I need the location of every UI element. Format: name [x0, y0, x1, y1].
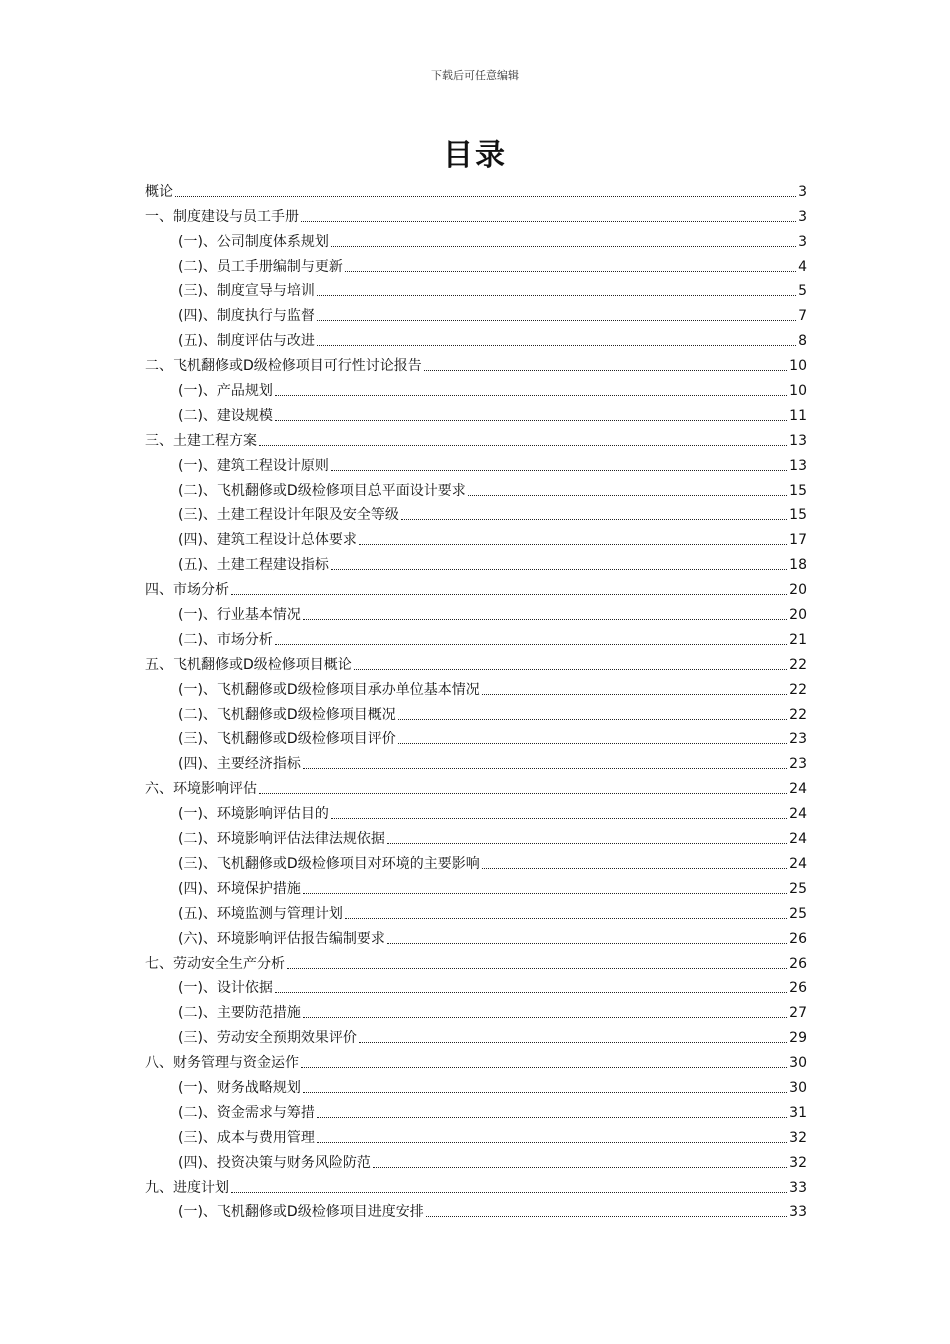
toc-subentry[interactable] — [145, 400, 807, 425]
dot-leader — [303, 768, 787, 769]
toc-entry-label: (一)、产品规划 — [178, 383, 273, 400]
dot-leader — [424, 370, 787, 371]
toc-entry-label: (二)、飞机翻修或D级检修项目总平面设计要求 — [178, 482, 466, 499]
toc-entry-label: 七、劳动安全生产分析 — [145, 955, 285, 972]
toc-page-number: 24 — [789, 781, 807, 798]
toc-entry[interactable] — [145, 201, 807, 226]
toc-subentry[interactable] — [145, 549, 807, 574]
page-title: 目录 — [443, 138, 507, 173]
toc-page-number: 13 — [789, 432, 807, 449]
toc-page-number: 18 — [789, 557, 807, 574]
toc-entry-label: (一)、公司制度体系规划 — [178, 233, 329, 250]
toc-entry[interactable] — [145, 1172, 807, 1197]
toc-entry[interactable] — [145, 425, 807, 450]
toc-entry-label: (二)、主要防范措施 — [178, 1005, 301, 1022]
toc-subentry[interactable] — [145, 1147, 807, 1172]
toc-page-number: 4 — [798, 258, 807, 275]
toc-page-number: 32 — [789, 1129, 807, 1146]
toc-page-number: 11 — [789, 407, 807, 424]
toc-page-number: 30 — [789, 1079, 807, 1096]
toc-entry-label: (三)、土建工程设计年限及安全等级 — [178, 507, 399, 524]
toc-entry-label: (一)、行业基本情况 — [178, 607, 301, 624]
dot-leader — [398, 719, 787, 720]
toc-subentry[interactable] — [145, 699, 807, 724]
toc-entry-label: (四)、环境保护措施 — [178, 880, 301, 897]
toc-entry-label: 四、市场分析 — [145, 582, 229, 599]
dot-leader — [303, 619, 787, 620]
toc-subentry[interactable] — [145, 898, 807, 923]
toc-entry-label: (二)、飞机翻修或D级检修项目概况 — [178, 706, 396, 723]
dot-leader — [359, 1042, 787, 1043]
toc-page-number: 10 — [789, 358, 807, 375]
dot-leader — [275, 395, 787, 396]
toc-subentry[interactable] — [145, 997, 807, 1022]
toc-subentry[interactable] — [145, 724, 807, 749]
toc-entry-label: (二)、员工手册编制与更新 — [178, 258, 343, 275]
dot-leader — [468, 495, 787, 496]
toc-subentry[interactable] — [145, 624, 807, 649]
dot-leader — [303, 893, 787, 894]
table-of-contents — [145, 176, 807, 1221]
dot-leader — [259, 793, 787, 794]
toc-subentry[interactable] — [145, 375, 807, 400]
toc-entry-label: (一)、飞机翻修或D级检修项目承办单位基本情况 — [178, 681, 480, 698]
dot-leader — [482, 868, 787, 869]
toc-subentry[interactable] — [145, 873, 807, 898]
toc-subentry[interactable] — [145, 475, 807, 500]
dot-leader — [354, 669, 787, 670]
toc-subentry[interactable] — [145, 674, 807, 699]
toc-subentry[interactable] — [145, 798, 807, 823]
toc-page-number: 31 — [789, 1104, 807, 1121]
toc-page-number: 8 — [798, 333, 807, 350]
dot-leader — [331, 569, 787, 570]
toc-entry-label: 五、飞机翻修或D级检修项目概论 — [145, 656, 352, 673]
dot-leader — [373, 1167, 787, 1168]
toc-subentry[interactable] — [145, 450, 807, 475]
toc-entry-label: (二)、资金需求与筹措 — [178, 1104, 315, 1121]
toc-page-number: 26 — [789, 955, 807, 972]
toc-entry-label: (二)、建设规模 — [178, 407, 273, 424]
toc-page-number: 17 — [789, 532, 807, 549]
page-header: 下载后可任意编辑 — [431, 69, 519, 82]
toc-entry[interactable] — [145, 948, 807, 973]
toc-subentry[interactable] — [145, 500, 807, 525]
dot-leader — [175, 196, 796, 197]
toc-page-number: 21 — [789, 631, 807, 648]
toc-entry-label: (三)、飞机翻修或D级检修项目评价 — [178, 731, 396, 748]
toc-subentry[interactable] — [145, 848, 807, 873]
dot-leader — [387, 843, 787, 844]
toc-page-number: 15 — [789, 482, 807, 499]
toc-entry[interactable] — [145, 350, 807, 375]
toc-subentry[interactable] — [145, 276, 807, 301]
toc-entry-label: (三)、劳动安全预期效果评价 — [178, 1030, 357, 1047]
toc-page-number: 15 — [789, 507, 807, 524]
toc-page-number: 3 — [798, 183, 807, 200]
dot-leader — [287, 968, 787, 969]
toc-page-number: 13 — [789, 457, 807, 474]
dot-leader — [317, 1117, 787, 1118]
toc-subentry[interactable] — [145, 1072, 807, 1097]
toc-entry-label: (四)、主要经济指标 — [178, 756, 301, 773]
dot-leader — [331, 818, 787, 819]
toc-subentry[interactable] — [145, 1097, 807, 1122]
toc-entry-label: 九、进度计划 — [145, 1179, 229, 1196]
dot-leader — [231, 1192, 787, 1193]
toc-subentry[interactable] — [145, 748, 807, 773]
toc-subentry[interactable] — [145, 973, 807, 998]
toc-subentry[interactable] — [145, 300, 807, 325]
toc-entry-label: (三)、飞机翻修或D级检修项目对环境的主要影响 — [178, 855, 480, 872]
toc-page-number: 22 — [789, 681, 807, 698]
dot-leader — [387, 943, 787, 944]
toc-entry-label: (一)、建筑工程设计原则 — [178, 457, 329, 474]
toc-page-number: 33 — [789, 1204, 807, 1221]
toc-page-number: 25 — [789, 905, 807, 922]
toc-entry[interactable] — [145, 1047, 807, 1072]
dot-leader — [345, 271, 796, 272]
toc-entry-label: (二)、市场分析 — [178, 631, 273, 648]
toc-subentry[interactable] — [145, 823, 807, 848]
toc-subentry[interactable] — [145, 1122, 807, 1147]
dot-leader — [259, 445, 787, 446]
toc-entry-label: (五)、环境监测与管理计划 — [178, 905, 343, 922]
toc-subentry[interactable] — [145, 599, 807, 624]
dot-leader — [275, 644, 787, 645]
toc-subentry[interactable] — [145, 226, 807, 251]
toc-entry-label: (一)、设计依据 — [178, 980, 273, 997]
toc-entry-label: (四)、建筑工程设计总体要求 — [178, 532, 357, 549]
dot-leader — [331, 470, 787, 471]
toc-page-number: 26 — [789, 930, 807, 947]
dot-leader — [303, 1017, 787, 1018]
toc-page-number: 22 — [789, 706, 807, 723]
toc-page-number: 3 — [798, 208, 807, 225]
toc-entry[interactable] — [145, 176, 807, 201]
toc-page-number: 33 — [789, 1179, 807, 1196]
toc-entry[interactable] — [145, 773, 807, 798]
dot-leader — [275, 992, 787, 993]
toc-entry-label: (六)、环境影响评估报告编制要求 — [178, 930, 385, 947]
dot-leader — [426, 1216, 787, 1217]
toc-subentry[interactable] — [145, 325, 807, 350]
toc-page-number: 25 — [789, 880, 807, 897]
dot-leader — [401, 519, 787, 520]
dot-leader — [317, 1142, 787, 1143]
dot-leader — [303, 1092, 787, 1093]
toc-entry-label: (一)、环境影响评估目的 — [178, 806, 329, 823]
dot-leader — [482, 694, 787, 695]
dot-leader — [231, 594, 787, 595]
toc-subentry[interactable] — [145, 1022, 807, 1047]
dot-leader — [317, 345, 796, 346]
toc-subentry[interactable] — [145, 1197, 807, 1222]
toc-entry-label: (五)、土建工程建设指标 — [178, 557, 329, 574]
dot-leader — [301, 1067, 787, 1068]
toc-entry-label: 概论 — [145, 183, 173, 200]
toc-entry-label: (一)、飞机翻修或D级检修项目进度安排 — [178, 1204, 424, 1221]
toc-subentry[interactable] — [145, 251, 807, 276]
toc-page-number: 23 — [789, 756, 807, 773]
dot-leader — [317, 320, 796, 321]
toc-page-number: 30 — [789, 1055, 807, 1072]
toc-entry-label: (五)、制度评估与改进 — [178, 333, 315, 350]
toc-entry-label: (三)、成本与费用管理 — [178, 1129, 315, 1146]
dot-leader — [317, 295, 796, 296]
toc-page-number: 22 — [789, 656, 807, 673]
toc-page-number: 3 — [798, 233, 807, 250]
toc-page-number: 24 — [789, 855, 807, 872]
toc-page-number: 7 — [798, 308, 807, 325]
dot-leader — [359, 544, 787, 545]
toc-entry-label: (四)、制度执行与监督 — [178, 308, 315, 325]
toc-entry-label: (四)、投资决策与财务风险防范 — [178, 1154, 371, 1171]
toc-page-number: 26 — [789, 980, 807, 997]
toc-entry-label: 一、制度建设与员工手册 — [145, 208, 299, 225]
dot-leader — [331, 246, 796, 247]
toc-entry-label: 二、飞机翻修或D级检修项目可行性讨论报告 — [145, 358, 422, 375]
dot-leader — [345, 918, 787, 919]
toc-page-number: 5 — [798, 283, 807, 300]
dot-leader — [275, 420, 787, 421]
toc-page-number: 20 — [789, 607, 807, 624]
toc-subentry[interactable] — [145, 923, 807, 948]
toc-entry-label: 六、环境影响评估 — [145, 781, 257, 798]
toc-page-number: 10 — [789, 383, 807, 400]
toc-entry[interactable] — [145, 649, 807, 674]
toc-entry[interactable] — [145, 574, 807, 599]
toc-entry-label: 三、土建工程方案 — [145, 432, 257, 449]
dot-leader — [398, 743, 787, 744]
toc-page-number: 24 — [789, 831, 807, 848]
toc-subentry[interactable] — [145, 524, 807, 549]
dot-leader — [301, 221, 796, 222]
toc-page-number: 27 — [789, 1005, 807, 1022]
toc-page-number: 23 — [789, 731, 807, 748]
toc-entry-label: (二)、环境影响评估法律法规依据 — [178, 831, 385, 848]
toc-entry-label: (三)、制度宣导与培训 — [178, 283, 315, 300]
toc-entry-label: 八、财务管理与资金运作 — [145, 1055, 299, 1072]
toc-page-number: 24 — [789, 806, 807, 823]
toc-page-number: 20 — [789, 582, 807, 599]
toc-page-number: 29 — [789, 1030, 807, 1047]
toc-entry-label: (一)、财务战略规划 — [178, 1079, 301, 1096]
toc-page-number: 32 — [789, 1154, 807, 1171]
